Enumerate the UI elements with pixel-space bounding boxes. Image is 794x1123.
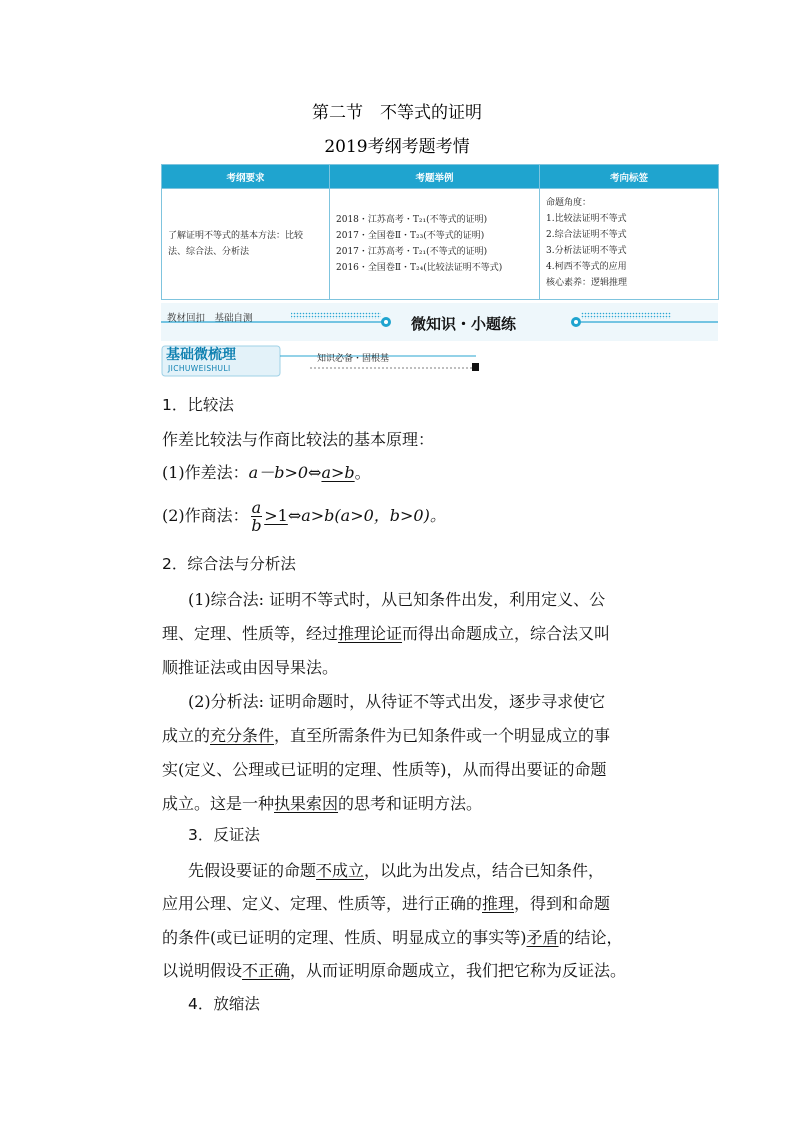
paragraph — [162, 496, 446, 536]
text-span: ，从而证明原命题成立，我们把它称为反证法。 — [290, 961, 627, 980]
tag-item: 核心素养：逻辑推理 — [546, 278, 628, 288]
text-span: 理、定理、性质等，经过 — [162, 624, 339, 643]
header-examples: 考题举例 — [330, 165, 540, 189]
paragraph-line — [162, 927, 623, 949]
section-banner — [161, 303, 718, 341]
fraction — [251, 499, 263, 534]
text-span: 应用公理、定义、定理、性质等，进行正确的 — [162, 894, 483, 913]
requirement-line: 法、综合法、分析法 — [168, 247, 250, 257]
example-item: 2017・江苏高考・T₂₁(不等式的证明) — [336, 247, 488, 257]
banner-left-label: 教材回扣 基础自测 — [167, 313, 253, 324]
text-span: 先假设要证的命题 — [188, 861, 317, 880]
text-span: ，直至所需条件为已知条件或一个明显成立的事 — [274, 726, 611, 745]
answer-blank: 矛盾 — [526, 928, 559, 947]
heading-synthesis-analysis: 2．综合法与分析法 — [162, 555, 296, 573]
example-item: 2016・全国卷Ⅱ・T₂₄(比较法证明不等式) — [336, 263, 503, 273]
tag-item: 1.比较法证明不等式 — [546, 214, 627, 224]
section-subtitle: 2019考纲考题考情 — [324, 137, 470, 157]
example-item: 2018・江苏高考・T₂₁(不等式的证明) — [336, 215, 488, 225]
answer-blank: a>b — [321, 463, 355, 482]
tag-item: 3.分析法证明不等式 — [546, 246, 627, 256]
text-span: ，以此为出发点，结合已知条件， — [364, 861, 605, 880]
text-span: ，得到和命题 — [514, 894, 611, 913]
badge-pinyin: JICHUWEISHULI — [168, 364, 231, 373]
heading-comparison: 1．比较法 — [162, 396, 234, 414]
answer-blank: 不正确 — [242, 961, 291, 980]
examples-cell — [330, 189, 540, 300]
answer-blank: 推理 — [482, 894, 515, 913]
text-span: (2)作商法： — [162, 506, 249, 525]
tags-cell — [540, 189, 719, 300]
badge-caption: 知识必备・固根基 — [317, 354, 390, 364]
paragraph-line — [162, 893, 610, 915]
text-span: 。 — [354, 463, 371, 482]
paragraph — [162, 462, 371, 484]
table-row — [162, 189, 719, 300]
paragraph-line: 顺推证法或由因导果法。 — [162, 658, 339, 677]
paragraph: 作差比较法与作商比较法的基本原理： — [162, 430, 435, 449]
math-expr: a－b>0⇔ — [248, 463, 322, 482]
fraction-numerator: a — [251, 498, 262, 517]
requirement-line: 了解证明不等式的基本方法：比较 — [168, 231, 304, 241]
text-span: 以说明假设 — [162, 961, 243, 980]
tag-item: 4.柯西不等式的应用 — [546, 262, 627, 272]
requirement-cell — [162, 189, 330, 300]
text-span: 的结论， — [558, 928, 623, 947]
paragraph-line — [162, 623, 610, 645]
answer-blank: 执果索因 — [274, 794, 339, 813]
text-span: 成立的 — [162, 726, 211, 745]
paragraph-line: (2)分析法: 证明命题时，从待证不等式出发，逐步寻求使它 — [188, 692, 606, 711]
paragraph-line: 实(定义、公理或已证明的定理、性质等)，从而得出要证的命题 — [162, 760, 607, 779]
text-span: 的条件(或已证明的定理、性质、明显成立的事实等) — [162, 928, 527, 947]
text-span: 而得出命题成立，综合法又叫 — [402, 624, 611, 643]
paragraph-line — [162, 725, 610, 747]
math-expr: ⇔a>b(a>0，b>0)。 — [287, 506, 446, 525]
text-span: (1)作差法： — [162, 463, 249, 482]
paragraph-line: (1)综合法: 证明不等式时，从已知条件出发，利用定义、公 — [188, 590, 606, 609]
section-title: 第二节 不等式的证明 — [312, 103, 482, 123]
paragraph-line — [188, 860, 604, 882]
header-tags: 考向标签 — [540, 165, 719, 189]
answer-blank: 充分条件 — [210, 726, 275, 745]
paragraph-line — [162, 793, 482, 815]
text-span: 成立。这是一种 — [162, 794, 275, 813]
tag-item: 2.综合法证明不等式 — [546, 230, 627, 240]
heading-scaling: 4．放缩法 — [188, 995, 260, 1013]
paragraph-line — [162, 960, 626, 982]
answer-blank: >1 — [264, 506, 288, 525]
heading-contradiction: 3．反证法 — [188, 826, 260, 844]
text-span: 的思考和证明方法。 — [338, 794, 483, 813]
example-item: 2017・全国卷Ⅱ・T₂₃(不等式的证明) — [336, 231, 485, 241]
knowledge-badge — [160, 344, 480, 380]
answer-blank: 推理论证 — [338, 624, 403, 643]
header-requirement: 考纲要求 — [162, 165, 330, 189]
badge-title: 基础微梳理 — [166, 347, 236, 363]
answer-blank: 不成立 — [316, 861, 365, 880]
table-header-row — [162, 165, 719, 189]
banner-center-title: 微知识・小题练 — [411, 315, 517, 333]
exam-info-table — [161, 164, 719, 300]
fraction-denominator: b — [251, 516, 262, 535]
tag-item: 命题角度： — [546, 198, 592, 208]
